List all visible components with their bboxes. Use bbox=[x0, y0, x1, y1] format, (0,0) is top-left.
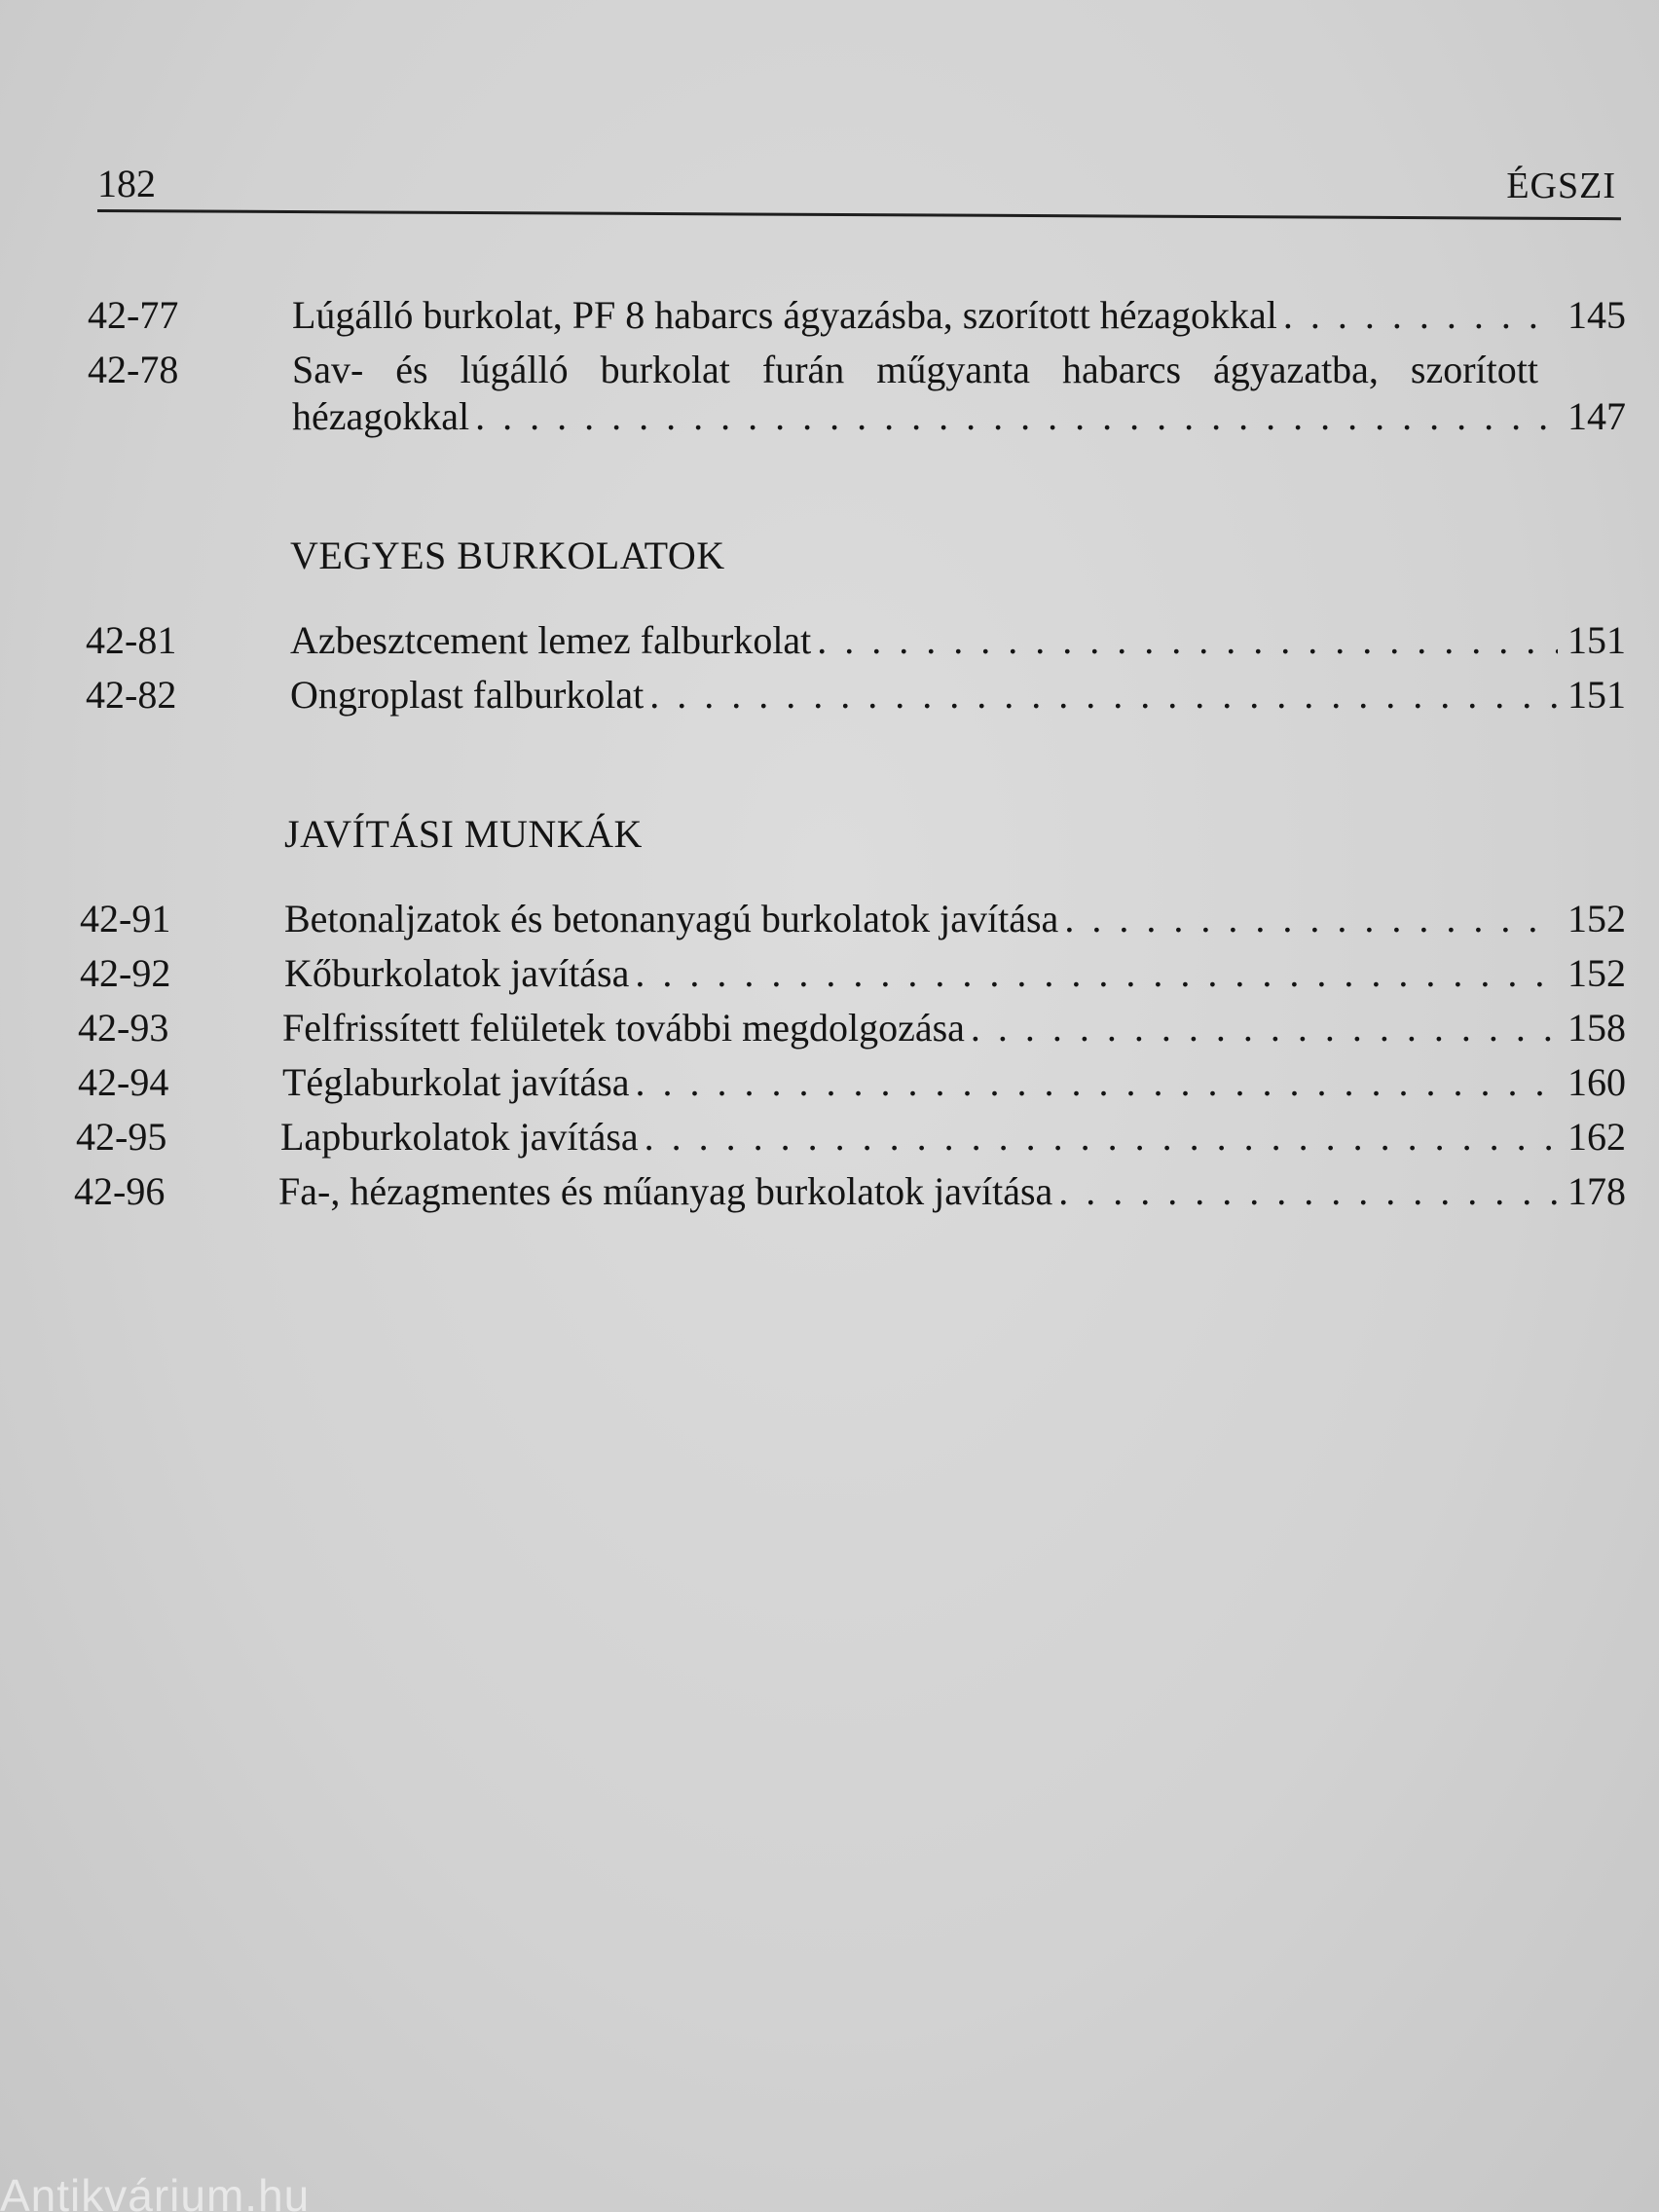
dot-leader bbox=[1283, 292, 1558, 339]
toc-entry bbox=[68, 347, 1626, 440]
dot-leader bbox=[635, 950, 1558, 997]
dot-leader bbox=[645, 1114, 1558, 1161]
entry-line bbox=[290, 617, 1626, 664]
entry-body bbox=[292, 347, 1626, 440]
toc-section bbox=[68, 811, 1626, 1215]
entry-line bbox=[284, 896, 1626, 942]
entry-code: 42-93 bbox=[78, 1006, 169, 1050]
entry-line bbox=[282, 1059, 1626, 1106]
entry-line bbox=[290, 672, 1626, 719]
entry-code: 42-82 bbox=[86, 673, 177, 717]
page-number: 182 bbox=[97, 162, 156, 205]
entry-body bbox=[292, 292, 1626, 339]
entry-body bbox=[282, 1005, 1626, 1051]
entry-code: 42-94 bbox=[78, 1060, 169, 1104]
entry-code: 42-96 bbox=[74, 1169, 166, 1213]
entry-body bbox=[290, 617, 1626, 664]
toc-entry bbox=[68, 1059, 1626, 1106]
entry-code: 42-78 bbox=[88, 348, 179, 391]
entry-title: Fa-, hézagmentes és műanyag burkolatok javítása bbox=[278, 1169, 1053, 1213]
entry-page: 151 bbox=[1567, 673, 1626, 717]
entry-page: 158 bbox=[1567, 1006, 1626, 1050]
entry-title-line1: Sav- és lúgálló burkolat furán műgyanta habarcs ágyazatba, szorított bbox=[292, 348, 1538, 391]
entry-page: 151 bbox=[1567, 618, 1626, 662]
entry-line bbox=[292, 292, 1626, 339]
entry-page: 160 bbox=[1567, 1060, 1626, 1104]
toc-entry bbox=[68, 292, 1626, 339]
watermark: Antikvárium.hu bbox=[0, 2170, 311, 2212]
entry-page: 162 bbox=[1567, 1115, 1626, 1159]
toc-entry bbox=[68, 1114, 1626, 1161]
entry-page: 152 bbox=[1567, 951, 1626, 995]
dot-leader bbox=[1058, 1168, 1558, 1215]
section-title: JAVÍTÁSI MUNKÁK bbox=[284, 812, 643, 856]
entry-body bbox=[282, 1059, 1626, 1106]
entry-page: 152 bbox=[1567, 897, 1626, 940]
entry-page: 178 bbox=[1567, 1169, 1626, 1213]
entry-title: Lúgálló burkolat, PF 8 habarcs ágyazásba, szorított hézagokkal bbox=[292, 293, 1277, 337]
toc-entry bbox=[68, 950, 1626, 997]
entry-title-line2: hézagokkal bbox=[292, 394, 470, 438]
dot-leader bbox=[636, 1059, 1558, 1106]
table-of-contents bbox=[68, 292, 1626, 1223]
entry-line bbox=[282, 1005, 1626, 1051]
dot-leader bbox=[971, 1005, 1558, 1051]
entry-line bbox=[280, 1114, 1626, 1161]
dot-leader bbox=[1064, 896, 1558, 942]
toc-entry bbox=[68, 672, 1626, 719]
dot-leader bbox=[475, 393, 1558, 440]
entry-body bbox=[278, 1168, 1626, 1215]
entry-title: Lapburkolatok javítása bbox=[280, 1115, 639, 1159]
toc-section bbox=[68, 533, 1626, 719]
entry-title: Ongroplast falburkolat bbox=[290, 673, 645, 717]
entry-title: Azbesztcement lemez falburkolat bbox=[290, 618, 812, 662]
entry-body bbox=[284, 950, 1626, 997]
entry-title: Felfrissített felületek további megdolgozása bbox=[282, 1006, 965, 1050]
entry-code: 42-95 bbox=[76, 1115, 167, 1159]
entry-body bbox=[284, 896, 1626, 942]
entry-title: Betonaljzatok és betonanyagú burkolatok javítása bbox=[284, 897, 1059, 940]
entry-code: 42-77 bbox=[88, 293, 179, 337]
entry-page: 145 bbox=[1567, 293, 1626, 337]
toc-entry bbox=[68, 1005, 1626, 1051]
entry-code: 42-92 bbox=[80, 951, 171, 995]
entry-body bbox=[290, 672, 1626, 719]
entry-line bbox=[284, 950, 1626, 997]
entry-body bbox=[280, 1114, 1626, 1161]
entry-title: Kőburkolatok javítása bbox=[284, 951, 630, 995]
entry-line bbox=[278, 1168, 1626, 1215]
toc-entry bbox=[68, 1168, 1626, 1215]
entry-code: 42-81 bbox=[86, 618, 177, 662]
section-title: VEGYES BURKOLATOK bbox=[290, 534, 725, 577]
dot-leader bbox=[649, 672, 1558, 719]
entry-line bbox=[292, 393, 1626, 440]
entry-page: 147 bbox=[1567, 394, 1626, 438]
toc-entry bbox=[68, 896, 1626, 942]
entry-code: 42-91 bbox=[80, 897, 171, 940]
toc-entry bbox=[68, 617, 1626, 664]
entry-title: Téglaburkolat javítása bbox=[282, 1060, 630, 1104]
running-head: ÉGSZI bbox=[1506, 166, 1616, 206]
dot-leader bbox=[817, 617, 1558, 664]
